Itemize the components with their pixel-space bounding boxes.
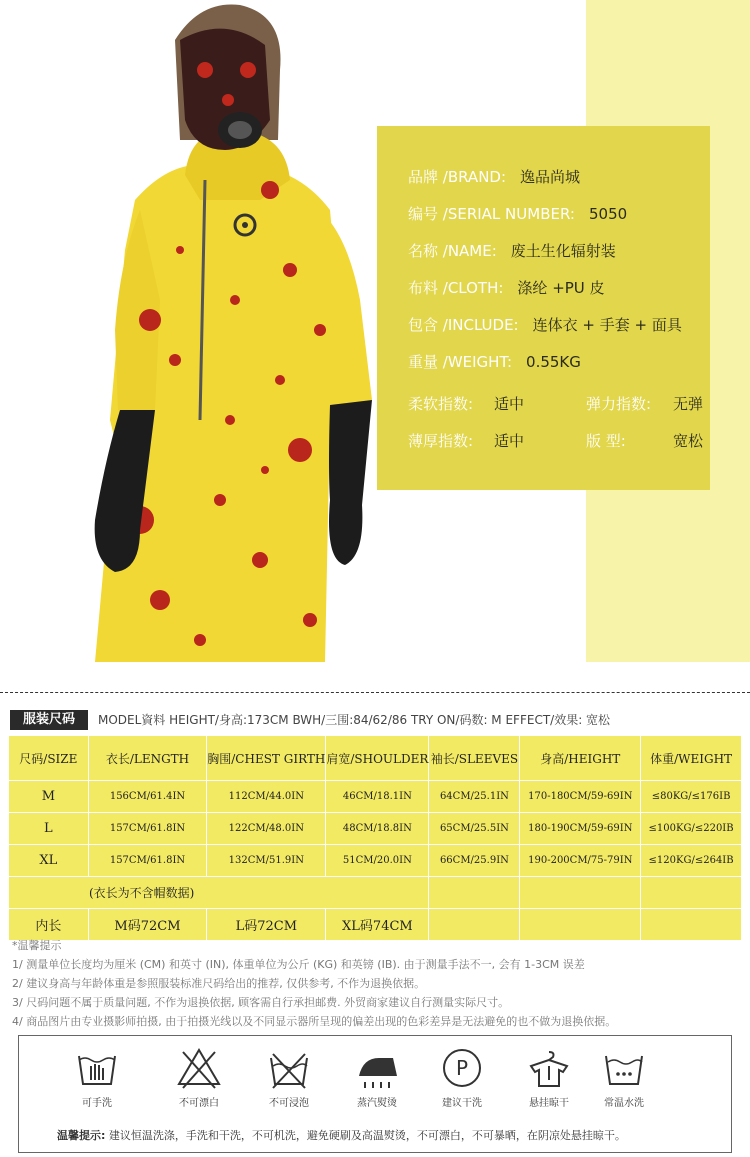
info-label: 重量 /WEIGHT: [408,353,513,371]
table-cell [429,877,520,909]
column-header: 衣长/LENGTH [88,736,207,781]
care-tip-title: 温馨提示: [57,1129,106,1142]
info-label: 名称 /NAME: [408,242,497,260]
table-cell: 66CM/25.9IN [429,845,520,877]
hang-dry-icon [525,1044,573,1092]
table-cell [641,909,742,941]
steam-iron-icon [353,1044,401,1092]
care-label: 不可漂白 [179,1098,219,1109]
care-tip-text: 建议恒温洗涤，手洗和干洗，不可机洗，避免硬刷及高温熨烫，不可漂白，不可暴晒，在阴凉处悬挂晾干。 [105,1129,626,1142]
column-header: 肩宽/SHOULDER [326,736,429,781]
table-cell: 122CM/48.0IN [207,813,326,845]
hand-wash-icon [73,1044,121,1092]
note-line: 1/ 测量单位长度均为厘米 (CM) 和英寸 (IN), 体重单位为公斤 (KG) 和英镑 (IB). 由于测量手法不一, 会有 1-3CM 误差 [12,958,585,971]
table-cell: 48CM/18.8IN [326,813,429,845]
table-cell: 156CM/61.4IN [88,781,207,813]
info-brand [408,166,580,187]
care-label: 不可浸泡 [269,1098,309,1109]
info-value: 涤纶 +PU 皮 [517,279,605,297]
info-weight [408,351,581,372]
table-cell: XL [9,845,89,877]
info-cloth [408,277,605,298]
size-section-badge: 服装尺码 [10,710,88,730]
info-label: 布料 /CLOTH: [408,279,504,297]
column-header: 胸围/CHEST GIRTH [207,736,326,781]
length-note: (衣长为不含帽数据) [9,877,429,909]
table-row [9,845,742,877]
inner-length-label: 内长 [9,909,89,941]
attr-value: 适中 [494,395,525,413]
section-divider [0,692,750,693]
table-cell: ≤80KG/≤176IB [641,781,742,813]
attr-label: 弹力指数: [586,395,652,413]
table-row [9,781,742,813]
attr-row-softness [408,393,703,414]
attr-label: 版 型: [586,432,626,450]
dry-clean-letter: P [455,1056,469,1080]
care-item-dry-clean [422,1044,502,1109]
info-value: 0.55KG [526,353,581,371]
column-header: 袖长/SLEEVES [429,736,520,781]
attr-label: 柔软指数: [408,395,474,413]
care-label: 常温水洗 [604,1098,644,1109]
table-row [9,813,742,845]
inner-length-value: XL码74CM [326,909,429,941]
note-line: 2/ 建议身高与年龄体重是参照服装标准尺码给出的推荐, 仅供参考, 不作为退换依据。 [12,977,426,990]
info-label: 品牌 /BRAND: [408,168,507,186]
table-cell: 157CM/61.8IN [88,845,207,877]
info-include [408,314,682,335]
table-cell: 65CM/25.5IN [429,813,520,845]
info-value: 连体衣 + 手套 + 面具 [532,316,682,334]
info-label: 编号 /SERIAL NUMBER: [408,205,575,223]
table-cell: 132CM/51.9IN [207,845,326,877]
product-photo [0,0,378,662]
care-item-warm-water-wash [584,1044,664,1109]
column-header: 体重/WEIGHT [641,736,742,781]
info-value: 5050 [588,205,628,223]
attr-value: 宽松 [673,432,704,450]
care-item-no-soak [249,1044,329,1109]
care-item-steam-iron [337,1044,417,1109]
model-info: MODEL資料 HEIGHT/身高:173CM BWH/三围:84/62/86 TRY ON/码数: M EFFECT/效果: 宽松 [98,713,611,727]
care-tip [57,1127,626,1143]
table-cell: 157CM/61.8IN [88,813,207,845]
column-header: 身高/HEIGHT [520,736,641,781]
notes-section [12,936,616,1031]
care-instructions [18,1035,732,1153]
size-table [8,735,742,941]
note-line: 3/ 尺码问题不属于质量问题, 不作为退换依据, 顾客需自行承担邮费. 外贸商家建议自行测量实际尺寸。 [12,996,510,1009]
care-item-no-bleach [159,1044,239,1109]
no-soak-icon [265,1044,313,1092]
table-cell: 46CM/18.1IN [326,781,429,813]
attr-value: 适中 [494,432,525,450]
table-cell: 112CM/44.0IN [207,781,326,813]
table-cell: 51CM/20.0IN [326,845,429,877]
column-header: 尺码/SIZE [9,736,89,781]
product-info-panel [377,126,710,490]
table-cell: 170-180CM/59-69IN [520,781,641,813]
attr-label: 薄厚指数: [408,432,474,450]
inner-length-value: M码72CM [88,909,207,941]
attr-row-thickness [408,430,703,451]
table-cell: M [9,781,89,813]
info-value: 逸品尚城 [520,168,581,186]
info-label: 包含 /INCLUDE: [408,316,519,334]
attr-value: 无弹 [673,395,704,413]
table-cell [520,877,641,909]
info-value: 废土生化辐射装 [510,242,616,260]
care-label: 蒸汽熨烫 [357,1098,397,1109]
table-cell: 190-200CM/75-79IN [520,845,641,877]
care-label: 可手洗 [82,1098,112,1109]
table-cell: ≤100KG/≤220IB [641,813,742,845]
table-note-row [9,877,742,909]
care-label: 建议干洗 [442,1098,482,1109]
care-label: 悬挂晾干 [529,1098,569,1109]
table-cell: L [9,813,89,845]
notes-title: *温馨提示 [12,939,62,952]
table-cell: 64CM/25.1IN [429,781,520,813]
table-cell: ≤120KG/≤264IB [641,845,742,877]
care-item-hang-dry [509,1044,589,1109]
care-item-hand-wash [57,1044,137,1109]
dry-clean-icon [438,1044,486,1092]
info-serial [408,203,627,224]
info-name [408,240,616,261]
table-header-row [9,736,742,781]
note-line: 4/ 商品图片由专业摄影师拍摄, 由于拍摄光线以及不同显示器所呈现的偏差出现的色彩差异是无法避免的也不做为退换依据。 [12,1015,617,1028]
warm-water-wash-icon [600,1044,648,1092]
table-cell [641,877,742,909]
inner-length-value: L码72CM [207,909,326,941]
table-cell: 180-190CM/59-69IN [520,813,641,845]
no-bleach-icon [175,1044,223,1092]
